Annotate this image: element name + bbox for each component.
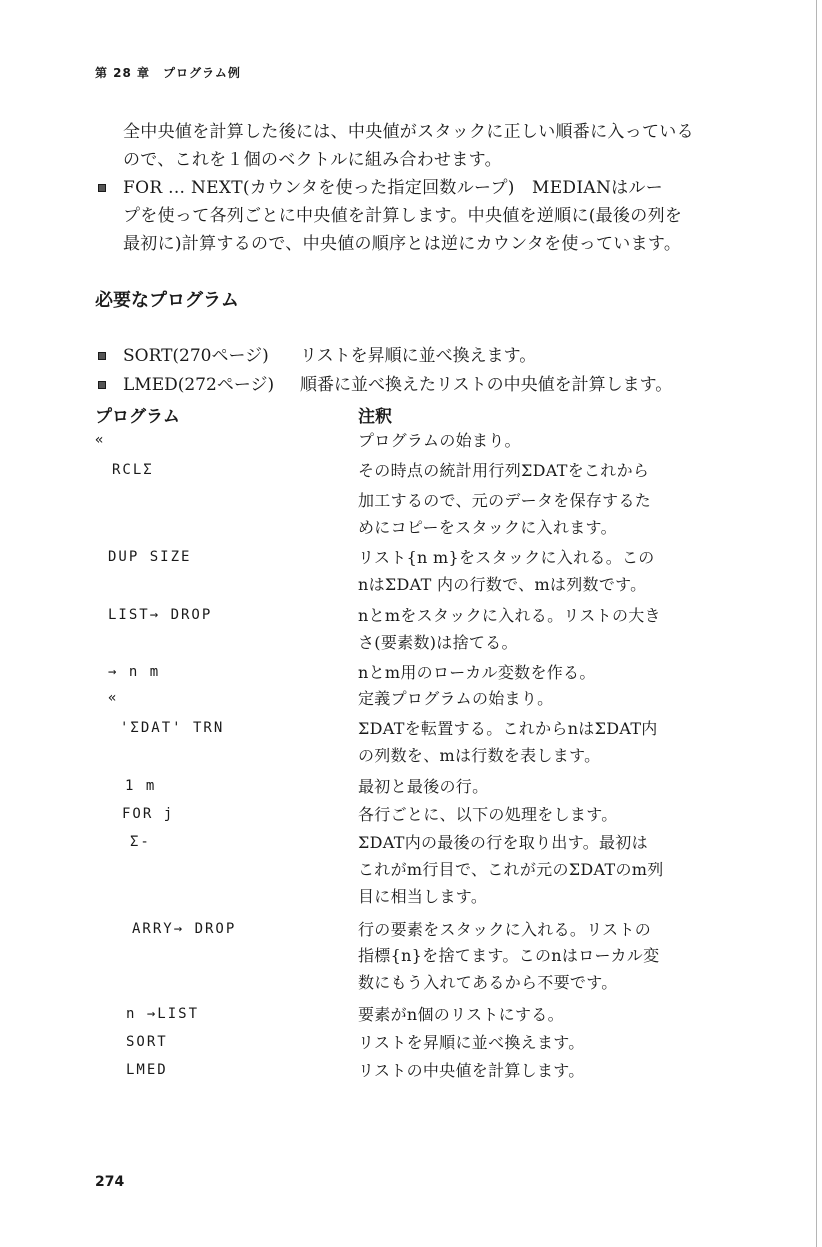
note-line: ΣDATを転置する。これからnはΣDAT内 (358, 719, 658, 738)
page-edge-line (816, 0, 817, 1247)
bullet-square-icon (98, 184, 106, 192)
note-line: プログラムの始まり。 (358, 431, 521, 450)
section-heading-required-programs: 必要なプログラム (95, 290, 239, 311)
note-line: 目に相当します。 (358, 887, 488, 906)
code-line: « (108, 690, 119, 706)
intro-line-2: ので、これを１個のベクトルに組み合わせます。 (123, 150, 502, 170)
note-line: 要素がn個のリストにする。 (358, 1005, 564, 1024)
code-line: LIST→ DROP (108, 607, 213, 623)
note-line: 数にもう入れてあるから不要です。 (358, 973, 618, 992)
required-item-sort-desc: リストを昇順に並べ換えます。 (300, 346, 537, 366)
note-line: nとm用のローカル変数を作る。 (358, 663, 596, 682)
code-line: 'ΣDAT' TRN (120, 720, 225, 736)
code-line: DUP SIZE (108, 549, 192, 565)
note-line: めにコピーをスタックに入れます。 (358, 518, 617, 537)
note-line: 各行ごとに、以下の処理をします。 (358, 805, 618, 824)
note-line: ΣDAT内の最後の行を取り出す。最初は (358, 833, 648, 852)
note-line: これがm行目で、これが元のΣDATのm列 (358, 860, 664, 879)
bullet-square-icon (98, 352, 106, 360)
for-next-line-2: プを使って各列ごとに中央値を計算します。中央値を逆順に(最後の列を (123, 206, 683, 226)
note-line: nとmをスタックに入れる。リストの大き (358, 606, 661, 625)
code-line: Σ- (130, 834, 151, 850)
running-header: 第 28 章 プログラム例 (95, 66, 241, 80)
note-line: nはΣDAT 内の行数で、mは列数です。 (358, 575, 647, 594)
code-line: RCLΣ (112, 462, 154, 478)
code-line: SORT (126, 1034, 168, 1050)
note-line: 最初と最後の行。 (358, 777, 489, 796)
code-line: LMED (126, 1062, 168, 1078)
intro-line-1: 全中央値を計算した後には、中央値がスタックに正しい順番に入っている (123, 122, 694, 142)
code-line: 1 m (125, 778, 157, 794)
note-line: リストを昇順に並べ換えます。 (358, 1033, 585, 1052)
code-line: → n m (108, 664, 161, 680)
note-line: リスト{n m}をスタックに入れる。この (358, 548, 655, 567)
required-item-sort: SORT(270ページ) (123, 346, 269, 366)
code-line: « (95, 432, 106, 448)
bullet-square-icon (98, 381, 106, 389)
note-line: 指標{n}を捨てます。このnはローカル変 (358, 946, 660, 965)
program-column-header: プログラム (95, 407, 180, 427)
note-line: その時点の統計用行列ΣDATをこれから (358, 461, 650, 480)
note-line: の列数を、mは行数を表します。 (358, 746, 601, 765)
note-line: リストの中央値を計算します。 (358, 1061, 585, 1080)
code-line: FOR j (122, 806, 175, 822)
for-next-line-1: FOR ... NEXT(カウンタを使った指定回数ループ) MEDIANはルー (123, 178, 664, 198)
note-line: 加工するので、元のデータを保存するた (358, 491, 652, 510)
required-item-lmed-desc: 順番に並べ換えたリストの中央値を計算します。 (300, 375, 673, 395)
code-line: ARRY→ DROP (132, 921, 237, 937)
note-line: さ(要素数)は捨てる。 (358, 633, 518, 652)
note-line: 定義プログラムの始まり。 (358, 689, 554, 708)
for-next-line-3: 最初に)計算するので、中央値の順序とは逆にカウンタを使っています。 (123, 234, 682, 254)
code-line: n →LIST (126, 1006, 200, 1022)
page-number: 274 (95, 1174, 125, 1190)
required-item-lmed: LMED(272ページ) (123, 375, 275, 395)
note-line: 行の要素をスタックに入れる。リストの (358, 920, 652, 939)
notes-column-header: 注釈 (358, 407, 392, 427)
